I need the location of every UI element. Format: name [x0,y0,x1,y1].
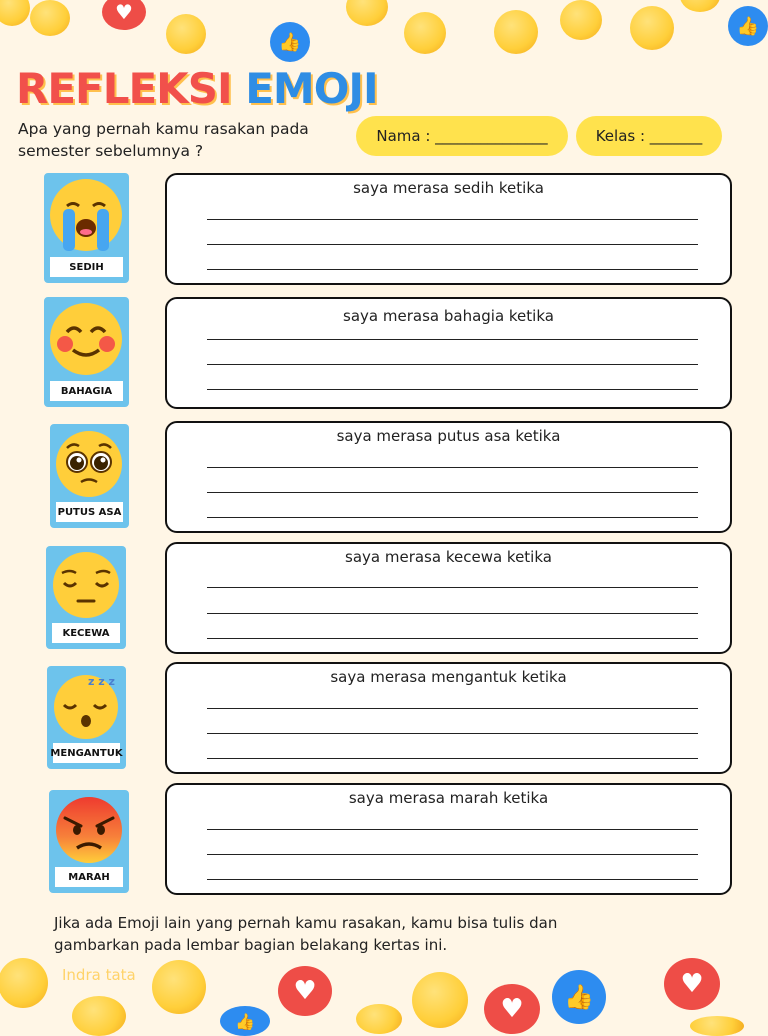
answer-line [207,492,698,493]
emoji-label: SEDIH [50,257,123,277]
sleeping-face-icon [50,669,122,741]
signature: Indra tata [62,966,136,984]
surprised-emoji-icon [346,0,388,26]
emoji-card-putus-asa [50,424,129,528]
heart-icon: ♥ [102,0,146,30]
crying-face-icon [47,176,125,254]
emoji-card-marah [49,790,129,893]
emoji-card-mengantuk [47,666,126,769]
answer-line [207,517,698,518]
emoji-icon [0,0,30,26]
answer-line [207,244,698,245]
like-icon: 👍 [220,1006,270,1036]
answer-line [207,467,698,468]
surprised-emoji-icon [630,6,674,50]
answer-prompt: saya merasa kecewa ketika [345,548,552,566]
answer-line [207,389,698,390]
answer-line [207,364,698,365]
answer-line [207,638,698,639]
footer-instructions: Jika ada Emoji lain yang pernah kamu rasakan, kamu bisa tulis dan gambarkan pada lembar bagian belakang kertas ini. [54,914,558,954]
answer-line [207,733,698,734]
smile-emoji-icon [152,960,206,1014]
emoji-icon [356,1004,402,1034]
thumbs-up-icon: 👍 [552,970,606,1024]
emoji-label: PUTUS ASA [56,502,123,522]
answer-prompt: saya merasa bahagia ketika [343,307,554,325]
page-title: REFLEKSI EMOJI [16,64,378,113]
emoji-icon [30,0,70,36]
answer-line [207,587,698,588]
answer-box-sedih[interactable] [165,173,732,285]
answer-prompt: saya merasa marah ketika [348,789,549,807]
answer-box-putus-asa[interactable] [165,421,732,533]
emoji-label: MENGANTUK [53,743,120,763]
thumbs-up-icon: 👍 [270,22,310,62]
answer-line [207,829,698,830]
answer-line [207,219,698,220]
answer-box-bahagia[interactable] [165,297,732,409]
emoji-card-sedih [44,173,129,283]
thumbs-up-icon: 👍 [728,6,768,46]
heart-icon: ♥ [278,966,332,1016]
answer-line [207,854,698,855]
answer-prompt: saya merasa mengantuk ketika [330,668,567,686]
emoji-icon [690,1016,744,1036]
question-text: Apa yang pernah kamu rasakan pada semester sebelumnya ? [18,120,309,160]
blushing-smile-icon [47,300,125,378]
smile-emoji-icon [166,14,206,54]
answer-box-mengantuk[interactable] [165,662,732,774]
heart-icon: ♥ [664,958,720,1010]
answer-box-kecewa[interactable] [165,542,732,654]
smile-emoji-icon [494,10,538,54]
emoji-card-bahagia [44,297,129,407]
answer-line [207,613,698,614]
answer-box-marah[interactable] [165,783,732,895]
angry-face-icon [53,794,125,866]
answer-prompt: saya merasa putus asa ketika [336,427,561,445]
answer-prompt: saya merasa sedih ketika [353,179,544,197]
emoji-label: MARAH [55,867,123,887]
answer-line [207,339,698,340]
class-field[interactable]: Kelas : _______ [576,116,722,156]
surprised-emoji-icon [0,958,48,1008]
emoji-label: KECEWA [52,623,120,643]
answer-line [207,758,698,759]
emoji-card-kecewa [46,546,126,649]
answer-line [207,269,698,270]
sad-emoji-icon [72,996,126,1036]
name-field[interactable]: Nama : _______________ [356,116,568,156]
emoji-icon [680,0,720,12]
pleading-face-icon [53,428,125,500]
worried-emoji-icon [412,972,468,1028]
answer-line [207,879,698,880]
relieved-face-icon [50,549,122,621]
heart-icon: ♥ [484,984,540,1034]
svg-text:z z z: z z z [88,675,115,688]
answer-line [207,708,698,709]
emoji-label: BAHAGIA [50,381,123,401]
surprised-emoji-icon [560,0,602,40]
sad-emoji-icon [404,12,446,54]
